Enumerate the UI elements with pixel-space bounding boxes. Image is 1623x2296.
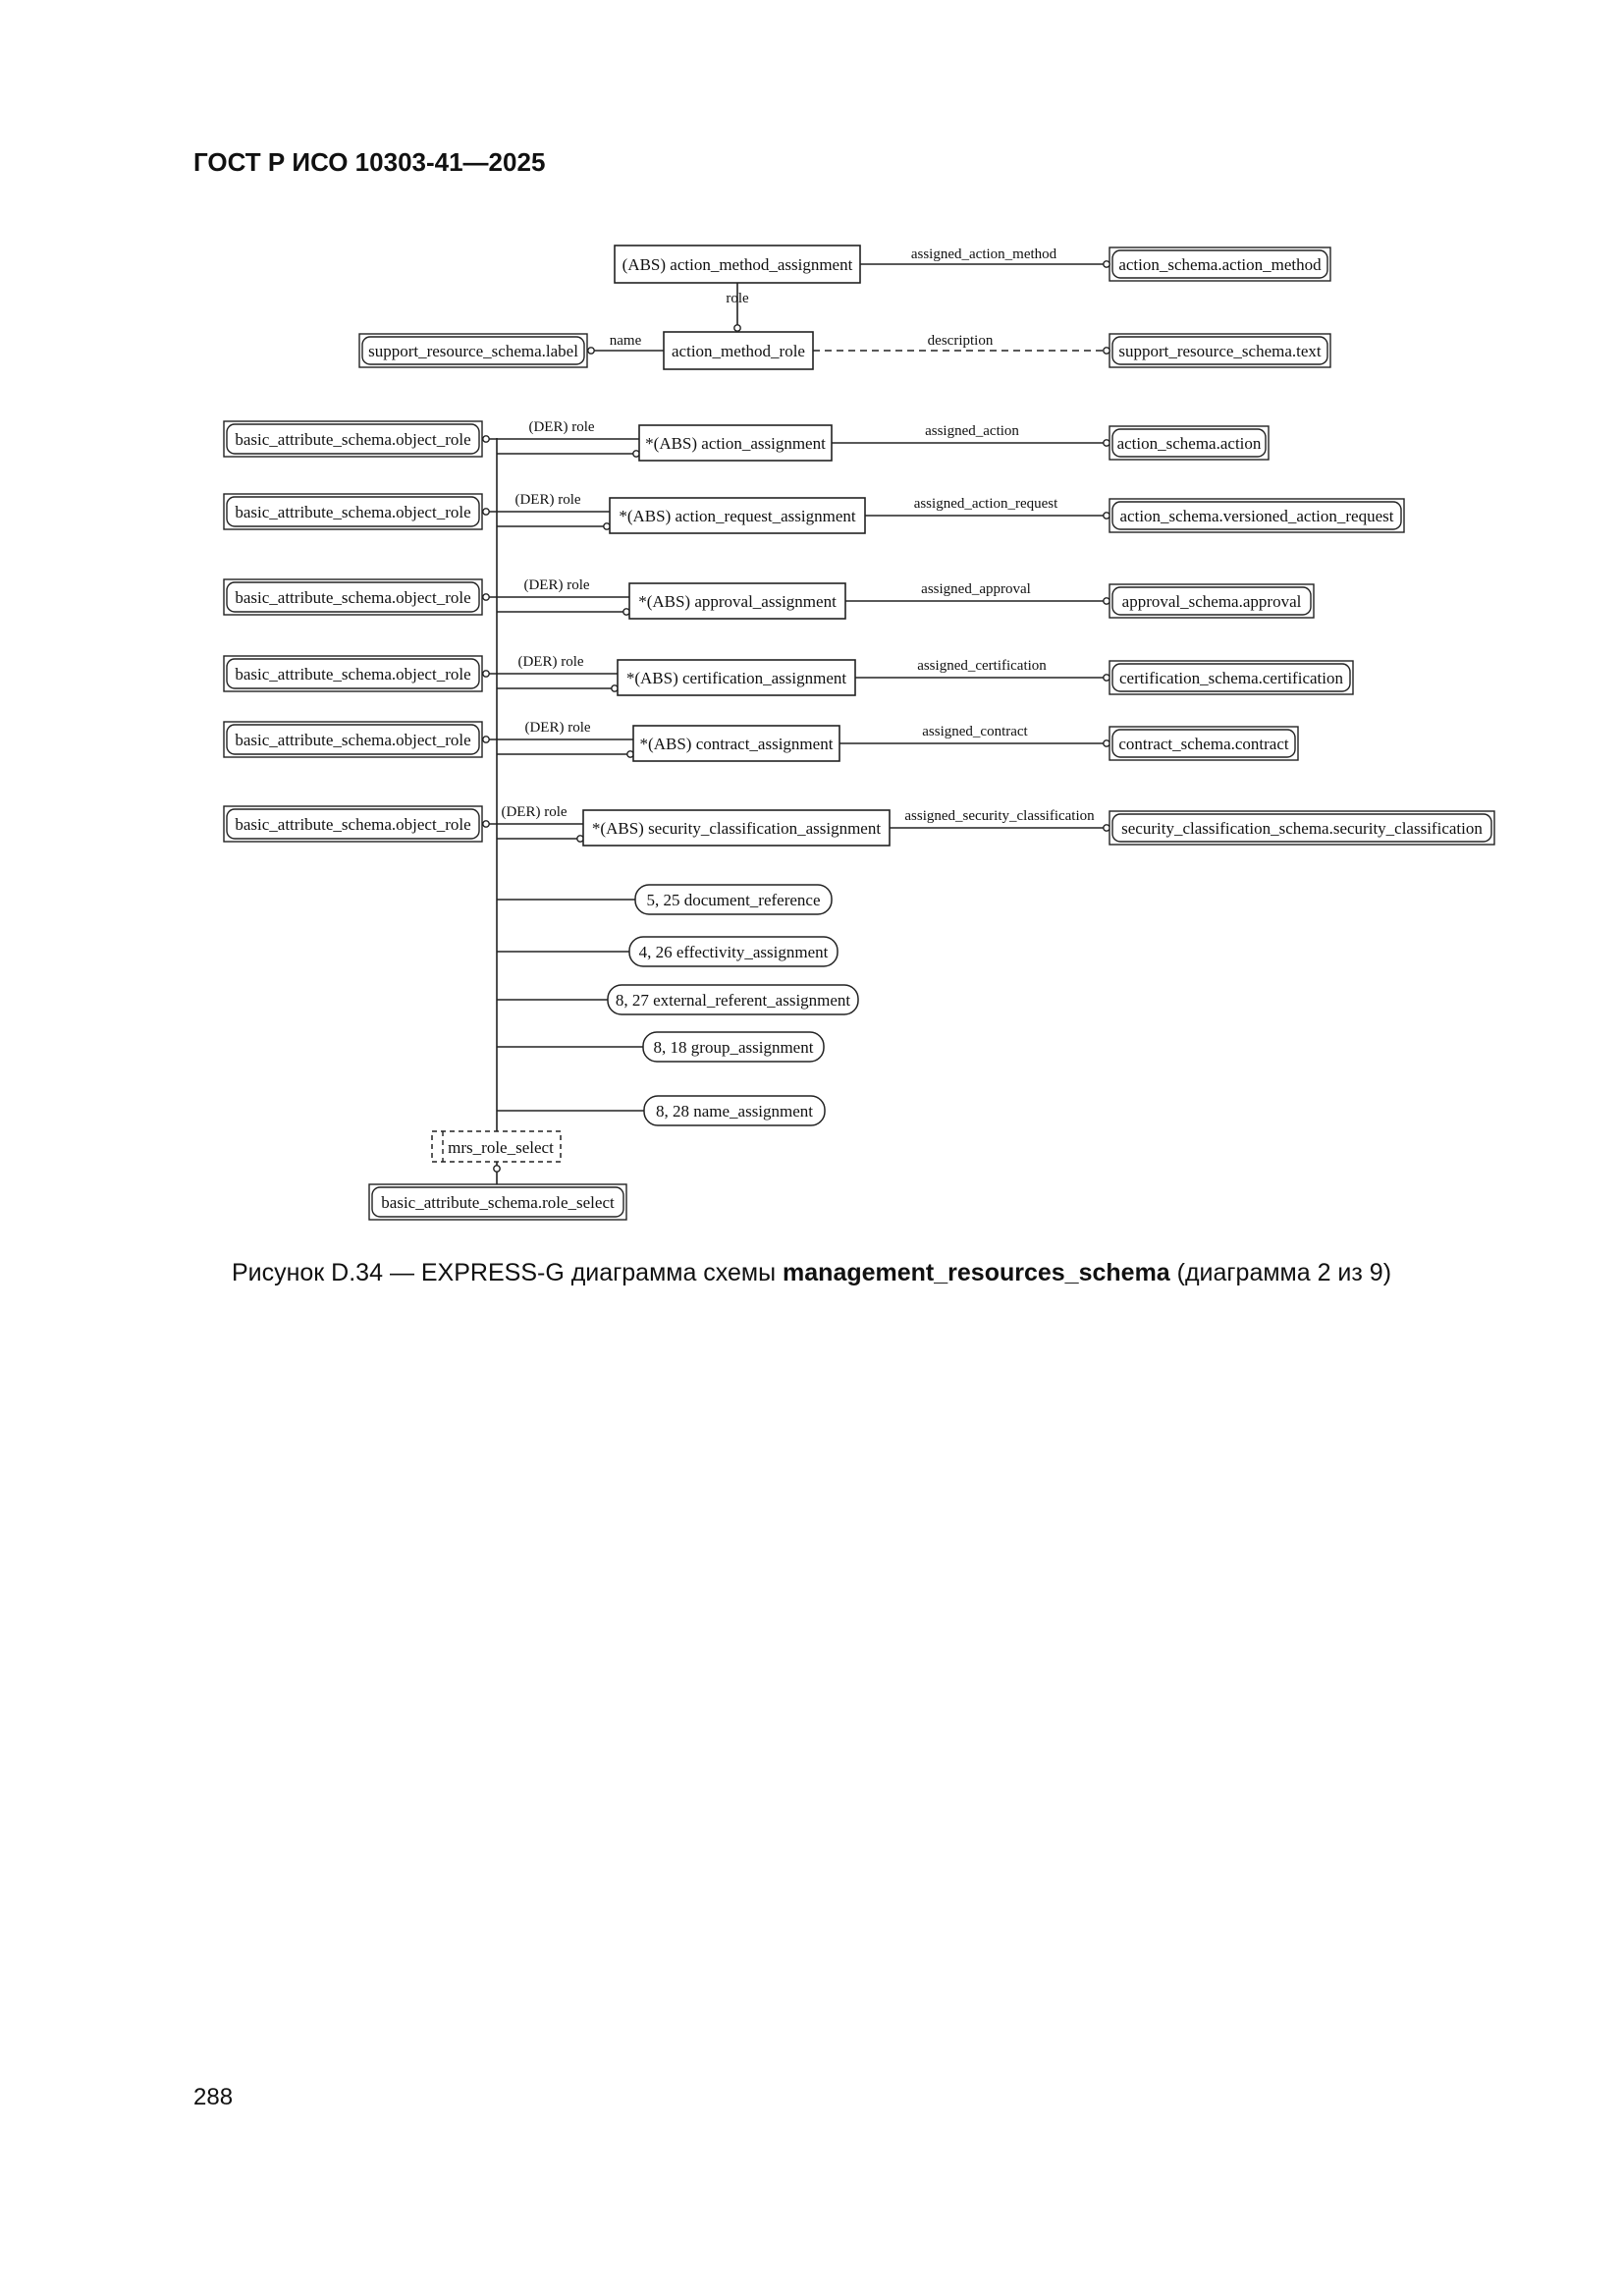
end-circle-assigned-approval (1104, 598, 1109, 604)
end-circle-object-role-6 (483, 821, 489, 827)
entity-label-aa: *(ABS) action_assignment (645, 434, 826, 453)
end-circle-object-role-4 (483, 671, 489, 677)
figure-caption (0, 1259, 1623, 1287)
ref-label-or6: basic_attribute_schema.object_role (235, 815, 471, 834)
caption-prefix: Рисунок D.34 — EXPRESS-G диаграмма схемы (231, 1259, 784, 1286)
attr-der-role-3: (DER) role (523, 577, 590, 593)
ref-label-csc: contract_schema.contract (1118, 735, 1289, 753)
entity-label-sca: *(ABS) security_classification_assignment (591, 819, 882, 838)
attr-assigned-action-method: assigned_action_method (910, 246, 1057, 262)
end-circle-object-role-3 (483, 594, 489, 600)
ref-label-or1: basic_attribute_schema.object_role (235, 430, 471, 449)
ref-label-asa: action_schema.action (1116, 434, 1262, 453)
page-ref-label-era: 8, 27 external_referent_assignment (615, 991, 851, 1010)
ref-label-asap: approval_schema.approval (1121, 592, 1302, 611)
attr-der-role-1: (DER) role (528, 419, 595, 435)
end-circle-object-role-1 (483, 436, 489, 442)
attr-role: role (726, 291, 749, 306)
attr-assigned-contract: assigned_contract (922, 724, 1028, 739)
attr-assigned-approval: assigned_approval (921, 581, 1031, 597)
end-circle-role (734, 325, 740, 331)
end-circle-assigned-action-request (1104, 513, 1109, 519)
page-ref-label-na: 8, 28 name_assignment (655, 1102, 814, 1121)
attr-der-role-5: (DER) role (524, 720, 591, 736)
end-circle-name (588, 348, 594, 354)
ref-label-or2: basic_attribute_schema.object_role (235, 503, 471, 521)
page-number: 288 (193, 2084, 234, 2110)
end-circle-assigned-contract (1104, 740, 1109, 746)
ref-label-bars: basic_attribute_schema.role_select (381, 1193, 615, 1212)
select-label-mrs: mrs_role_select (448, 1138, 554, 1157)
end-circle-assigned-security-classification (1104, 825, 1109, 831)
entity-label-apa: *(ABS) approval_assignment (638, 592, 837, 611)
end-circle-role-select (494, 1166, 500, 1172)
attr-description: description (927, 333, 994, 349)
page-ref-label-ea: 4, 26 effectivity_assignment (638, 943, 829, 961)
entity-label-ara: *(ABS) action_request_assignment (619, 507, 856, 525)
page-ref-label-ga: 8, 18 group_assignment (653, 1038, 814, 1057)
page-ref-label-dr: 5, 25 document_reference (646, 891, 821, 909)
ref-label-cscert: certification_schema.certification (1119, 669, 1343, 687)
end-circle-assigned-action-method (1104, 261, 1109, 267)
ref-label-asam: action_schema.action_method (1118, 255, 1322, 274)
attr-assigned-action-request: assigned_action_request (913, 496, 1058, 512)
ref-label-srsl: support_resource_schema.label (368, 342, 578, 360)
end-circle-description (1104, 348, 1109, 354)
entity-label-coa: *(ABS) contract_assignment (639, 735, 834, 753)
attr-der-role-2: (DER) role (514, 492, 581, 508)
attr-name: name (609, 333, 642, 349)
end-circle-assigned-certification (1104, 675, 1109, 681)
caption-suffix: (диаграмма 2 из 9) (1169, 1259, 1392, 1286)
document-header: ГОСТ Р ИСО 10303-41—2025 (193, 147, 546, 177)
ref-label-srst: support_resource_schema.text (1118, 342, 1322, 360)
entity-label-ama: (ABS) action_method_assignment (622, 255, 853, 274)
entity-label-amr: action_method_role (672, 342, 805, 360)
end-circle-object-role-2 (483, 509, 489, 515)
ref-label-scss: security_classification_schema.security_classification (1121, 819, 1483, 838)
caption-schema-name: management_resources_schema (783, 1259, 1170, 1286)
end-circle-assigned-action (1104, 440, 1109, 446)
ref-label-or5: basic_attribute_schema.object_role (235, 731, 471, 749)
attr-assigned-action: assigned_action (925, 423, 1019, 439)
entity-label-cea: *(ABS) certification_assignment (625, 669, 847, 687)
attr-der-role-6: (DER) role (501, 804, 568, 820)
ref-label-or3: basic_attribute_schema.object_role (235, 588, 471, 607)
attr-der-role-4: (DER) role (517, 654, 584, 670)
attr-assigned-security-classification: assigned_security_classification (904, 808, 1095, 824)
ref-label-or4: basic_attribute_schema.object_role (235, 665, 471, 683)
end-circle-object-role-5 (483, 737, 489, 742)
ref-label-asvar: action_schema.versioned_action_request (1119, 507, 1394, 525)
attr-assigned-certification: assigned_certification (917, 658, 1047, 674)
